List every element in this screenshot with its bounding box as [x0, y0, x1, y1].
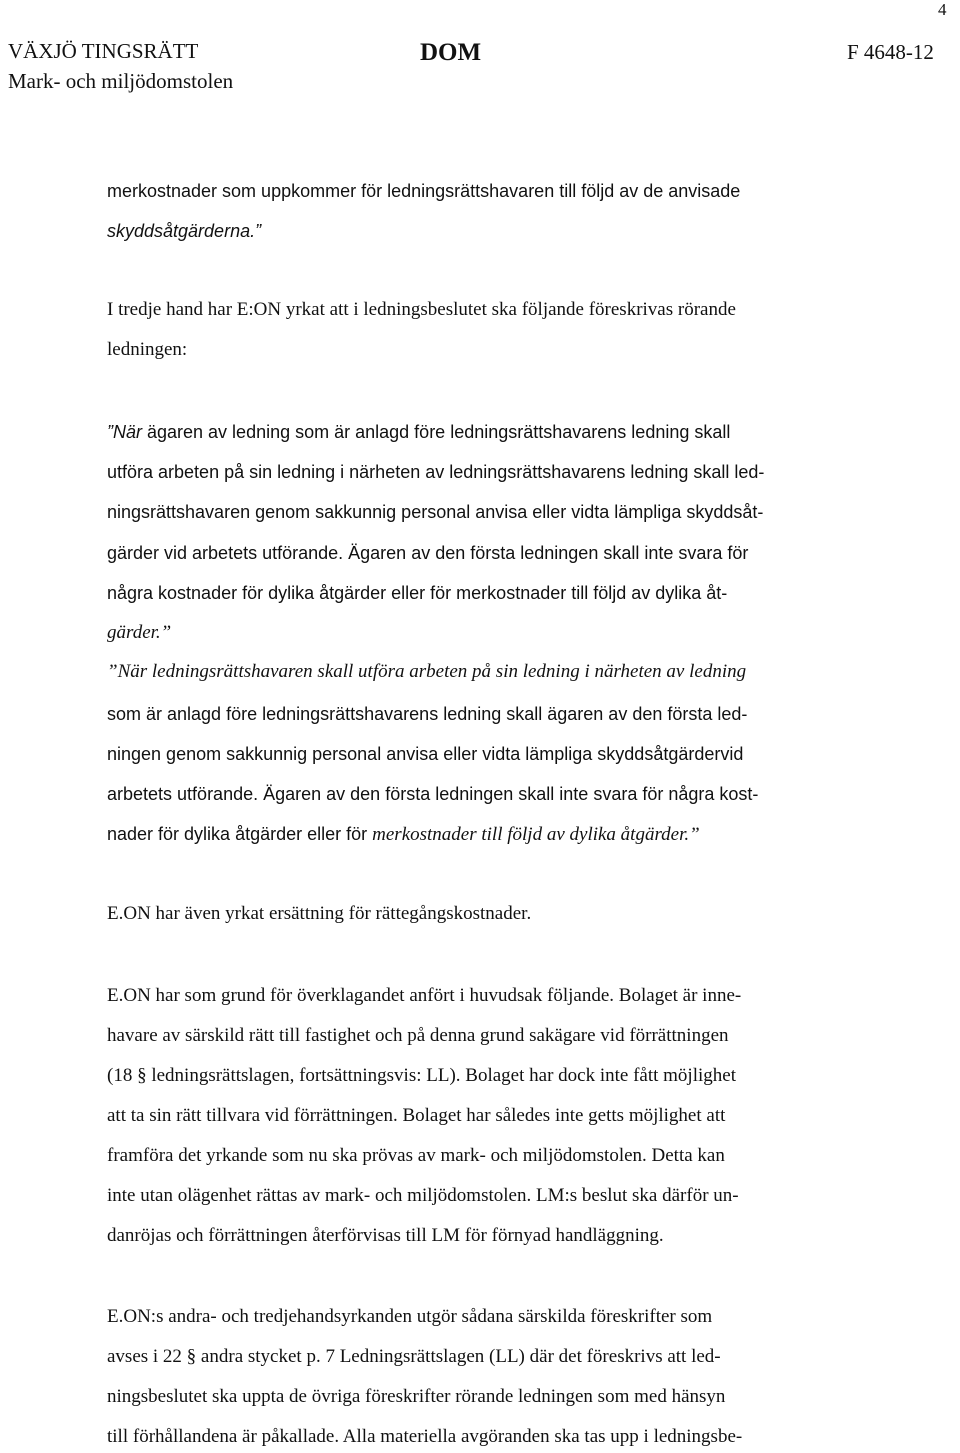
text-line: framföra det yrkande som nu ska prövas av mark- och miljödomstolen. Detta kan: [107, 1145, 725, 1166]
text-line: danröjas och förrättningen återförvisas till LM för förnyad handläggning.: [107, 1225, 664, 1246]
quote-line: utföra arbeten på sin ledning i närheten av ledningsrättshavarens ledning skall led-: [107, 462, 765, 482]
court-name: VÄXJÖ TINGSRÄTT: [8, 39, 199, 63]
text-line: merkostnader som uppkommer för ledningsrättshavaren till följd av de anvisade: [107, 181, 741, 201]
quote-text: ägaren av ledning som är anlagd före ledningsrättshavarens ledning skall: [142, 422, 731, 442]
quote-line: några kostnader för dylika åtgärder eller för merkostnader till följd av dylika åt-: [107, 583, 728, 603]
quote-line: ”När ledningsrättshavaren skall utföra arbeten på sin ledning i närheten av ledning: [107, 661, 747, 682]
text-line: ningsbeslutet ska uppta de övriga föreskrifter rörande ledningen som med hänsyn: [107, 1386, 726, 1407]
quote-line: gärder vid arbetets utförande. Ägaren av den första ledningen skall inte svara för: [107, 543, 749, 563]
text-line: E.ON:s andra- och tredjehandsyrkanden utgör sådana särskilda föreskrifter som: [107, 1306, 713, 1327]
quote-line: arbetets utförande. Ägaren av den första ledningen skall inte svara för några kost-: [107, 784, 759, 804]
quote-text-italic: merkostnader till följd av dylika åtgärder.”: [372, 824, 700, 845]
text-line: avses i 22 § andra stycket p. 7 Ledningsrättslagen (LL) där det föreskrivs att led-: [107, 1346, 721, 1367]
text-line: inte utan olägenhet rättas av mark- och miljödomstolen. LM:s beslut ska därför un-: [107, 1185, 739, 1206]
text-line: skyddsåtgärderna.”: [107, 221, 262, 241]
text-line: att ta sin rätt tillvara vid förrättningen. Bolaget har således inte getts möjlighet att: [107, 1105, 726, 1126]
quote-open: ”När: [107, 422, 142, 442]
quote-line: ningen genom sakkunnig personal anvisa eller vidta lämpliga skyddsåtgärdervid: [107, 744, 744, 764]
quote-line: [107, 420, 730, 444]
text-line: havare av särskild rätt till fastighet och på denna grund sakägare vid förrättningen: [107, 1025, 729, 1046]
quote-line: [107, 822, 700, 847]
text-line: E.ON har även yrkat ersättning för rättegångskostnader.: [107, 903, 532, 924]
text-line: I tredje hand har E:ON yrkat att i ledningsbeslutet ska följande föreskrivas rörande: [107, 299, 736, 320]
text-line: (18 § ledningsrättslagen, fortsättningsvis: LL). Bolaget har dock inte fått möjlighet: [107, 1065, 736, 1086]
text-line: E.ON har som grund för överklagandet anfört i huvudsak följande. Bolaget är inne-: [107, 985, 742, 1006]
page-number: 4: [938, 0, 947, 19]
quote-line: som är anlagd före ledningsrättshavarens ledning skall ägaren av den första led-: [107, 704, 748, 724]
quote-line: ningsrättshavaren genom sakkunnig personal anvisa eller vidta lämpliga skyddsåt-: [107, 502, 764, 522]
court-department: Mark- och miljödomstolen: [8, 69, 234, 93]
document-type: DOM: [420, 39, 482, 66]
quote-line: gärder.”: [107, 622, 172, 643]
case-number: F 4648-12: [847, 40, 934, 64]
text-line: ledningen:: [107, 339, 188, 360]
text-line: till förhållandena är påkallade. Alla materiella avgöranden ska tas upp i ledningsbe-: [107, 1426, 743, 1447]
quote-text: nader för dylika åtgärder eller för: [107, 824, 373, 844]
